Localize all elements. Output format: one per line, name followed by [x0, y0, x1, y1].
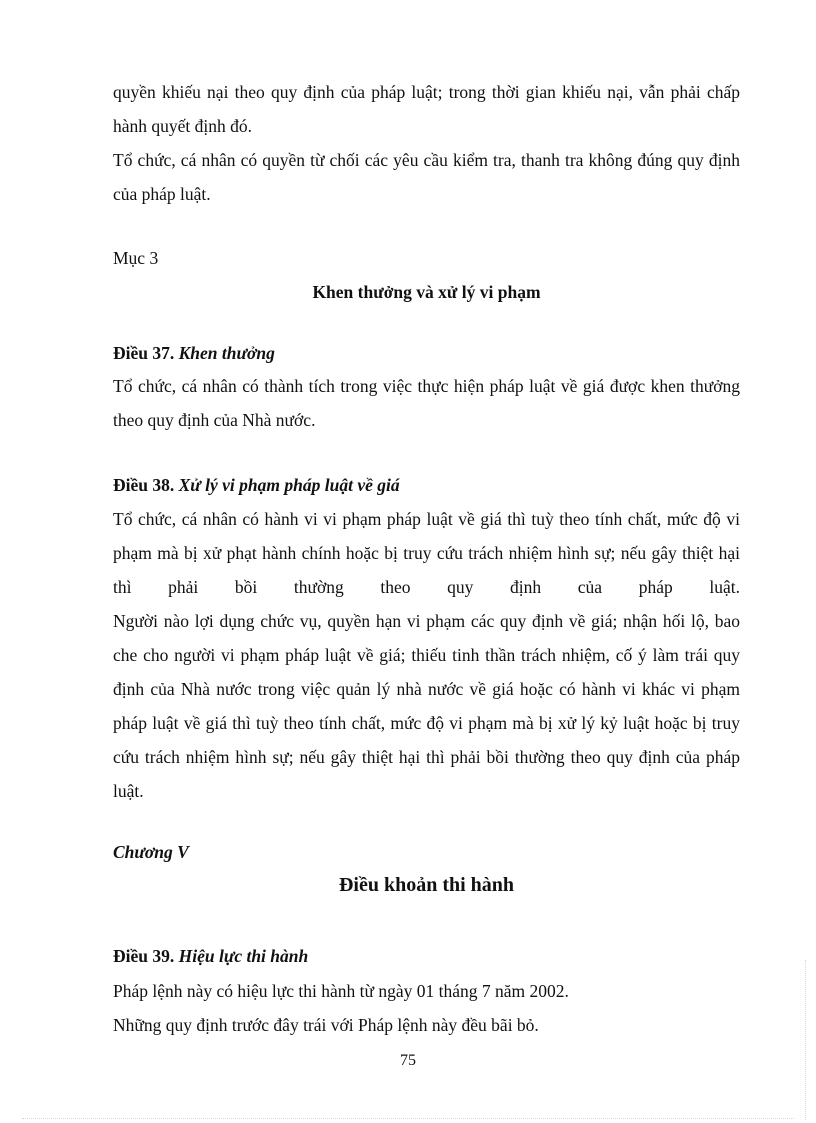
article-37-heading	[113, 341, 275, 365]
article-39-heading	[113, 944, 308, 968]
article-38-title: Xử lý vi phạm pháp luật về giá	[178, 475, 400, 495]
paragraph-complaint: quyền khiếu nại theo quy định của pháp luật; trong thời gian khiếu nại, vẫn phải chấp hành quyết định đó.	[113, 82, 740, 136]
page-number: 75	[400, 1052, 416, 1069]
chapter-title: Điều khoản thi hành	[338, 874, 515, 896]
article-38-body-1: Tổ chức, cá nhân có hành vi vi phạm pháp luật về giá thì tuỳ theo tính chất, mức độ vi phạm mà bị xử phạt hành chính hoặc bị truy cứu trách nhiệm hình sự; nếu gây thiệt hại thì phải bồi thường theo quy định của pháp luật.	[113, 509, 740, 597]
right-divider	[805, 960, 806, 1120]
article-38-heading	[113, 473, 400, 497]
article-37-body: Tổ chức, cá nhân có thành tích trong việc thực hiện pháp luật về giá được khen thưởng theo quy định của Nhà nước.	[113, 376, 740, 430]
article-39-body-1: Pháp lệnh này có hiệu lực thi hành từ ngày 01 tháng 7 năm 2002.	[113, 981, 569, 1001]
section-title: Khen thưởng và xử lý vi phạm	[312, 282, 541, 302]
article-37-number: Điều 37.	[113, 343, 175, 363]
article-39-number: Điều 39.	[113, 946, 175, 966]
article-38-number: Điều 38.	[113, 475, 175, 495]
article-39-title: Hiệu lực thi hành	[178, 946, 309, 966]
paragraph-refuse-inspection: Tổ chức, cá nhân có quyền từ chối các yêu cầu kiểm tra, thanh tra không đúng quy định của pháp luật.	[113, 150, 740, 204]
article-38-body-2: Người nào lợi dụng chức vụ, quyền hạn vi phạm các quy định về giá; nhận hối lộ, bao che cho người vi phạm pháp luật về giá; thiếu tinh thần trách nhiệm, cố ý làm trái quy định của Nhà nước trong việc quản lý nhà nước về giá hoặc có hành vi khác vi phạm pháp luật về giá thì tuỳ theo tính chất, mức độ vi phạm mà bị xử lý kỷ luật hoặc bị truy cứu trách nhiệm hình sự; nếu gây thiệt hại thì phải bồi thường theo quy định của pháp luật.	[113, 611, 740, 801]
bottom-divider	[22, 1118, 794, 1119]
article-39-body-2: Những quy định trước đây trái với Pháp lệnh này đều bãi bỏ.	[113, 1015, 539, 1035]
section-label: Mục 3	[113, 248, 159, 268]
chapter-label: Chương V	[113, 842, 189, 862]
article-37-title: Khen thưởng	[178, 343, 275, 363]
